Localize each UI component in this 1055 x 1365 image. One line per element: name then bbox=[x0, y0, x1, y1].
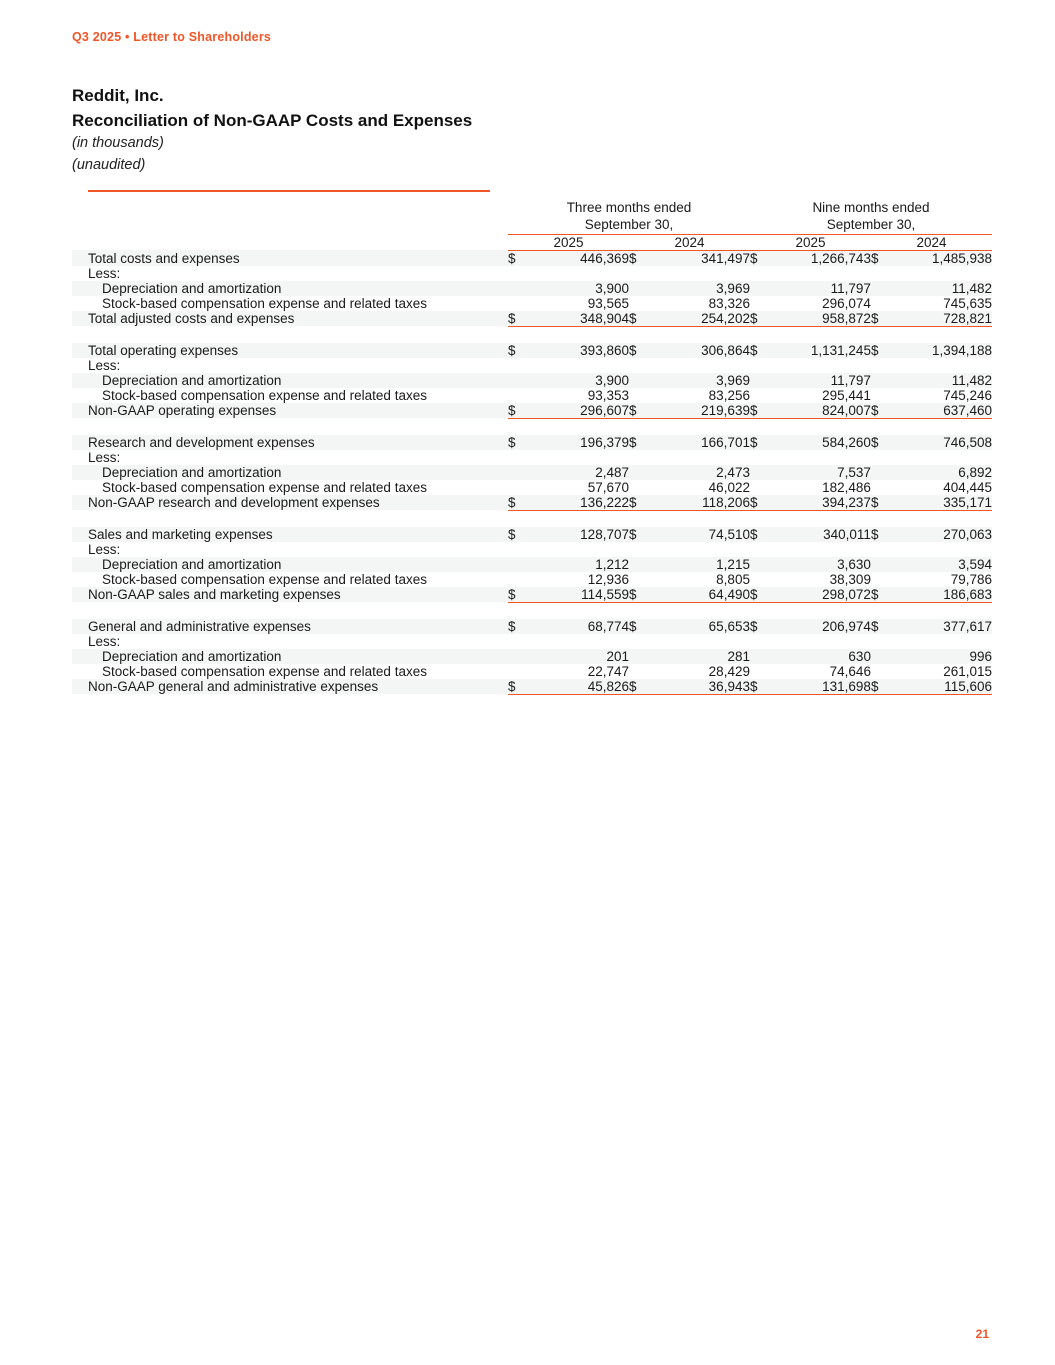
cell-value: 1,266,743 bbox=[775, 250, 871, 266]
currency-symbol: $ bbox=[508, 495, 533, 511]
header-eyebrow: Q3 2025 • Letter to Shareholders bbox=[72, 30, 272, 44]
empty-cell bbox=[508, 634, 533, 649]
currency-symbol bbox=[750, 572, 775, 587]
currency-symbol: $ bbox=[629, 403, 654, 419]
currency-symbol bbox=[629, 373, 654, 388]
cell-value: 11,797 bbox=[775, 281, 871, 296]
cell-value: 335,171 bbox=[896, 495, 992, 511]
currency-symbol: $ bbox=[750, 679, 775, 695]
currency-symbol: $ bbox=[871, 250, 896, 266]
empty-cell bbox=[896, 450, 992, 465]
currency-symbol: $ bbox=[871, 495, 896, 511]
table-row bbox=[72, 649, 992, 664]
cell-value: 74,510 bbox=[654, 527, 750, 542]
spacer-cell bbox=[72, 326, 992, 343]
currency-symbol bbox=[508, 649, 533, 664]
cell-value: 68,774 bbox=[533, 619, 629, 634]
currency-symbol: $ bbox=[871, 679, 896, 695]
section-spacer bbox=[72, 602, 992, 619]
cell-value: 958,872 bbox=[775, 311, 871, 327]
empty-cell bbox=[533, 542, 629, 557]
currency-symbol: $ bbox=[629, 250, 654, 266]
currency-symbol bbox=[871, 649, 896, 664]
column-header-q3-2025: 2025 bbox=[508, 234, 629, 250]
less-row bbox=[72, 542, 992, 557]
currency-symbol bbox=[871, 480, 896, 495]
cell-value: 298,072 bbox=[775, 587, 871, 603]
table-row bbox=[72, 495, 992, 511]
empty-cell bbox=[871, 358, 896, 373]
currency-symbol: $ bbox=[629, 311, 654, 327]
cell-value: 3,630 bbox=[775, 557, 871, 572]
cell-value: 83,256 bbox=[708, 387, 750, 403]
currency-symbol: $ bbox=[629, 435, 654, 450]
cell-value: 630 bbox=[775, 649, 871, 664]
cell-value: 11,482 bbox=[896, 281, 992, 296]
currency-symbol bbox=[508, 373, 533, 388]
row-label: Stock-based compensation expense and related taxes bbox=[102, 295, 427, 311]
currency-symbol bbox=[629, 649, 654, 664]
empty-cell bbox=[533, 358, 629, 373]
currency-symbol: $ bbox=[750, 250, 775, 266]
empty-cell bbox=[750, 634, 775, 649]
cell-value: 296,074 bbox=[822, 295, 871, 311]
currency-symbol: $ bbox=[508, 587, 533, 603]
cell-value: 295,441 bbox=[822, 387, 871, 403]
row-label: Non-GAAP general and administrative expenses bbox=[72, 679, 508, 695]
page-title: Reconciliation of Non-GAAP Costs and Expenses bbox=[72, 110, 473, 130]
empty-cell bbox=[629, 266, 654, 281]
currency-symbol: $ bbox=[629, 527, 654, 542]
cell-value: 746,508 bbox=[896, 435, 992, 450]
row-label: Non-GAAP sales and marketing expenses bbox=[72, 587, 508, 603]
currency-symbol bbox=[629, 480, 654, 495]
currency-symbol bbox=[629, 281, 654, 296]
currency-symbol bbox=[508, 388, 533, 403]
row-label: Depreciation and amortization bbox=[72, 465, 508, 480]
currency-symbol bbox=[750, 388, 775, 403]
cell-value: 637,460 bbox=[896, 403, 992, 419]
cell-value: 186,683 bbox=[896, 587, 992, 603]
row-label: Depreciation and amortization bbox=[72, 373, 508, 388]
currency-symbol bbox=[750, 649, 775, 664]
section-spacer bbox=[72, 418, 992, 435]
cell-value: 28,429 bbox=[708, 663, 750, 679]
empty-cell bbox=[654, 266, 750, 281]
table-row bbox=[72, 664, 992, 679]
currency-symbol bbox=[629, 296, 654, 311]
group-header-line1: Three months ended bbox=[566, 200, 692, 215]
table-row bbox=[72, 480, 992, 495]
cell-value: 393,860 bbox=[533, 343, 629, 358]
currency-symbol bbox=[871, 388, 896, 403]
cell-value: 136,222 bbox=[533, 495, 629, 511]
less-label: Less: bbox=[88, 265, 121, 281]
cell-value: 131,698 bbox=[775, 679, 871, 695]
currency-symbol: $ bbox=[750, 403, 775, 419]
cell-value: 12,936 bbox=[587, 571, 629, 587]
row-label: Non-GAAP research and development expenses bbox=[72, 495, 508, 511]
cell-value: 394,237 bbox=[775, 495, 871, 511]
cell-value: 2,487 bbox=[533, 465, 629, 480]
cell-value: 79,786 bbox=[950, 571, 992, 587]
cell-value: 3,969 bbox=[654, 373, 750, 388]
currency-symbol: $ bbox=[750, 619, 775, 634]
column-header-ytd-2024: 2024 bbox=[871, 234, 992, 250]
cell-value: 57,670 bbox=[587, 479, 629, 495]
cell-value: 3,900 bbox=[533, 281, 629, 296]
table-row bbox=[72, 281, 992, 296]
empty-cell bbox=[629, 634, 654, 649]
table-head bbox=[72, 200, 992, 250]
currency-symbol: $ bbox=[508, 679, 533, 695]
currency-symbol: $ bbox=[508, 527, 533, 542]
row-label: Stock-based compensation expense and related taxes bbox=[102, 663, 427, 679]
cell-value: 824,007 bbox=[775, 403, 871, 419]
table-row bbox=[72, 435, 992, 450]
section-spacer bbox=[72, 510, 992, 527]
currency-symbol bbox=[629, 465, 654, 480]
empty-cell bbox=[750, 266, 775, 281]
table-row bbox=[72, 343, 992, 358]
row-label: General and administrative expenses bbox=[72, 619, 508, 634]
units-note: (in thousands) bbox=[72, 135, 164, 152]
empty-cell bbox=[871, 634, 896, 649]
less-row bbox=[72, 266, 992, 281]
currency-symbol bbox=[629, 557, 654, 572]
table-row bbox=[72, 619, 992, 634]
cell-value: 1,131,245 bbox=[775, 343, 871, 358]
cell-value: 296,607 bbox=[533, 403, 629, 419]
cell-value: 93,565 bbox=[587, 295, 629, 311]
cell-value: 196,379 bbox=[533, 435, 629, 450]
cell-value: 166,701 bbox=[654, 435, 750, 450]
table-row bbox=[72, 465, 992, 480]
cell-value: 348,904 bbox=[533, 311, 629, 327]
cell-value: 114,559 bbox=[533, 587, 629, 603]
currency-symbol bbox=[750, 373, 775, 388]
group-header-row bbox=[72, 200, 992, 234]
cell-value: 3,900 bbox=[533, 373, 629, 388]
currency-symbol: $ bbox=[871, 587, 896, 603]
empty-cell bbox=[629, 450, 654, 465]
currency-symbol: $ bbox=[508, 250, 533, 266]
table-row bbox=[72, 250, 992, 266]
row-label: Total adjusted costs and expenses bbox=[72, 311, 508, 327]
company-name: Reddit, Inc. bbox=[72, 86, 164, 105]
cell-value: 281 bbox=[654, 649, 750, 664]
less-label: Less: bbox=[88, 541, 121, 557]
table-row bbox=[72, 296, 992, 311]
title-block bbox=[72, 84, 472, 177]
empty-cell bbox=[508, 542, 533, 557]
currency-symbol bbox=[508, 572, 533, 587]
audit-note: (unaudited) bbox=[72, 157, 146, 174]
empty-cell bbox=[896, 542, 992, 557]
table-row bbox=[72, 587, 992, 603]
currency-symbol: $ bbox=[508, 403, 533, 419]
currency-symbol bbox=[871, 572, 896, 587]
currency-symbol bbox=[508, 557, 533, 572]
empty-cell bbox=[750, 450, 775, 465]
year-header-row bbox=[72, 234, 992, 250]
less-label: Less: bbox=[88, 449, 121, 465]
currency-symbol: $ bbox=[750, 311, 775, 327]
row-label: Depreciation and amortization bbox=[72, 281, 508, 296]
cell-value: 728,821 bbox=[896, 311, 992, 327]
empty-cell bbox=[750, 358, 775, 373]
less-row bbox=[72, 358, 992, 373]
currency-symbol bbox=[871, 664, 896, 679]
empty-cell bbox=[654, 358, 750, 373]
empty-cell bbox=[629, 542, 654, 557]
cell-value: 340,011 bbox=[775, 527, 871, 542]
currency-symbol bbox=[508, 664, 533, 679]
currency-symbol: $ bbox=[750, 587, 775, 603]
spacer-cell bbox=[72, 602, 992, 619]
currency-symbol bbox=[629, 388, 654, 403]
currency-symbol bbox=[871, 373, 896, 388]
table-row bbox=[72, 373, 992, 388]
currency-symbol: $ bbox=[871, 619, 896, 634]
cell-value: 2,473 bbox=[654, 465, 750, 480]
currency-symbol: $ bbox=[508, 343, 533, 358]
row-label: Sales and marketing expenses bbox=[72, 527, 508, 542]
page-number: 21 bbox=[975, 1327, 989, 1341]
empty-cell bbox=[896, 634, 992, 649]
cell-value: 1,215 bbox=[654, 557, 750, 572]
cell-value: 93,353 bbox=[587, 387, 629, 403]
currency-symbol bbox=[750, 281, 775, 296]
cell-value: 36,943 bbox=[654, 679, 750, 695]
empty-cell bbox=[629, 358, 654, 373]
empty-cell bbox=[533, 266, 629, 281]
empty-cell bbox=[896, 266, 992, 281]
currency-symbol bbox=[750, 664, 775, 679]
cell-value: 83,326 bbox=[708, 295, 750, 311]
empty-cell bbox=[775, 634, 871, 649]
table-row bbox=[72, 679, 992, 695]
currency-symbol: $ bbox=[629, 619, 654, 634]
row-label: Stock-based compensation expense and related taxes bbox=[102, 571, 427, 587]
currency-symbol bbox=[750, 296, 775, 311]
currency-symbol: $ bbox=[629, 679, 654, 695]
cell-value: 306,864 bbox=[654, 343, 750, 358]
row-label: Research and development expenses bbox=[72, 435, 508, 450]
reconciliation-table bbox=[72, 200, 992, 695]
cell-value: 377,617 bbox=[896, 619, 992, 634]
cell-value: 341,497 bbox=[654, 250, 750, 266]
empty-cell bbox=[654, 634, 750, 649]
cell-value: 11,482 bbox=[896, 373, 992, 388]
empty-cell bbox=[775, 542, 871, 557]
group-header-three-months bbox=[508, 200, 750, 234]
empty-cell bbox=[533, 450, 629, 465]
currency-symbol: $ bbox=[871, 527, 896, 542]
empty-cell bbox=[508, 266, 533, 281]
table-row bbox=[72, 403, 992, 419]
currency-symbol: $ bbox=[871, 311, 896, 327]
cell-value: 1,394,188 bbox=[896, 343, 992, 358]
currency-symbol bbox=[750, 480, 775, 495]
currency-symbol: $ bbox=[629, 495, 654, 511]
currency-symbol bbox=[871, 465, 896, 480]
empty-cell bbox=[871, 542, 896, 557]
empty-cell bbox=[508, 358, 533, 373]
currency-symbol: $ bbox=[750, 527, 775, 542]
currency-symbol: $ bbox=[871, 435, 896, 450]
group-header-nine-months bbox=[750, 200, 992, 234]
less-row bbox=[72, 450, 992, 465]
spacer-cell bbox=[72, 418, 992, 435]
cell-value: 7,537 bbox=[775, 465, 871, 480]
table-row bbox=[72, 311, 992, 327]
currency-symbol: $ bbox=[629, 343, 654, 358]
cell-value: 38,309 bbox=[829, 571, 871, 587]
cell-value: 128,707 bbox=[533, 527, 629, 542]
cell-value: 745,246 bbox=[943, 387, 992, 403]
empty-cell bbox=[871, 450, 896, 465]
cell-value: 1,485,938 bbox=[896, 250, 992, 266]
less-label: Less: bbox=[88, 633, 121, 649]
row-label: Depreciation and amortization bbox=[72, 557, 508, 572]
cell-value: 11,797 bbox=[775, 373, 871, 388]
cell-value: 254,202 bbox=[654, 311, 750, 327]
cell-value: 201 bbox=[533, 649, 629, 664]
cell-value: 65,653 bbox=[654, 619, 750, 634]
cell-value: 1,212 bbox=[533, 557, 629, 572]
row-label: Stock-based compensation expense and related taxes bbox=[102, 479, 427, 495]
group-header-line2: September 30, bbox=[584, 216, 674, 232]
table-row bbox=[72, 388, 992, 403]
empty-cell bbox=[896, 358, 992, 373]
currency-symbol bbox=[871, 281, 896, 296]
less-label: Less: bbox=[88, 357, 121, 373]
currency-symbol bbox=[508, 480, 533, 495]
cell-value: 45,826 bbox=[533, 679, 629, 695]
cell-value: 46,022 bbox=[708, 479, 750, 495]
row-label: Total costs and expenses bbox=[72, 250, 508, 266]
cell-value: 219,639 bbox=[654, 403, 750, 419]
currency-symbol: $ bbox=[750, 435, 775, 450]
empty-cell bbox=[654, 542, 750, 557]
currency-symbol: $ bbox=[508, 435, 533, 450]
empty-cell bbox=[533, 634, 629, 649]
cell-value: 64,490 bbox=[654, 587, 750, 603]
currency-symbol bbox=[508, 465, 533, 480]
currency-symbol bbox=[750, 465, 775, 480]
currency-symbol bbox=[871, 296, 896, 311]
spacer-cell bbox=[72, 510, 992, 527]
empty-cell bbox=[775, 450, 871, 465]
cell-value: 404,445 bbox=[943, 479, 992, 495]
empty-cell bbox=[654, 450, 750, 465]
currency-symbol: $ bbox=[750, 343, 775, 358]
cell-value: 22,747 bbox=[587, 663, 629, 679]
currency-symbol: $ bbox=[871, 403, 896, 419]
currency-symbol bbox=[508, 296, 533, 311]
column-header-ytd-2025: 2025 bbox=[750, 234, 871, 250]
cell-value: 6,892 bbox=[896, 465, 992, 480]
section-spacer bbox=[72, 326, 992, 343]
empty-cell bbox=[871, 266, 896, 281]
cell-value: 118,206 bbox=[654, 495, 750, 511]
cell-value: 8,805 bbox=[716, 571, 750, 587]
table-row bbox=[72, 527, 992, 542]
empty-cell bbox=[775, 358, 871, 373]
cell-value: 3,594 bbox=[896, 557, 992, 572]
cell-value: 206,974 bbox=[775, 619, 871, 634]
column-header-q3-2024: 2024 bbox=[629, 234, 750, 250]
empty-cell bbox=[750, 542, 775, 557]
currency-symbol bbox=[871, 557, 896, 572]
row-label: Non-GAAP operating expenses bbox=[72, 403, 508, 419]
currency-symbol: $ bbox=[508, 311, 533, 327]
table-body bbox=[72, 250, 992, 694]
currency-symbol: $ bbox=[629, 587, 654, 603]
currency-symbol: $ bbox=[508, 619, 533, 634]
title-divider bbox=[88, 190, 490, 192]
cell-value: 3,969 bbox=[654, 281, 750, 296]
empty-cell bbox=[508, 450, 533, 465]
less-row bbox=[72, 634, 992, 649]
cell-value: 996 bbox=[896, 649, 992, 664]
table-row bbox=[72, 557, 992, 572]
table-row bbox=[72, 572, 992, 587]
cell-value: 745,635 bbox=[943, 295, 992, 311]
currency-symbol bbox=[508, 281, 533, 296]
currency-symbol bbox=[750, 557, 775, 572]
row-label: Total operating expenses bbox=[72, 343, 508, 358]
cell-value: 584,260 bbox=[775, 435, 871, 450]
row-label: Stock-based compensation expense and related taxes bbox=[102, 387, 427, 403]
empty-cell bbox=[775, 266, 871, 281]
cell-value: 74,646 bbox=[829, 663, 871, 679]
cell-value: 446,369 bbox=[533, 250, 629, 266]
currency-symbol: $ bbox=[750, 495, 775, 511]
currency-symbol bbox=[629, 572, 654, 587]
cell-value: 270,063 bbox=[896, 527, 992, 542]
currency-symbol bbox=[629, 664, 654, 679]
row-label: Depreciation and amortization bbox=[72, 649, 508, 664]
group-header-line1: Nine months ended bbox=[812, 200, 930, 215]
cell-value: 115,606 bbox=[896, 679, 992, 695]
cell-value: 182,486 bbox=[822, 479, 871, 495]
cell-value: 261,015 bbox=[943, 663, 992, 679]
currency-symbol: $ bbox=[871, 343, 896, 358]
group-header-line2: September 30, bbox=[826, 216, 916, 232]
